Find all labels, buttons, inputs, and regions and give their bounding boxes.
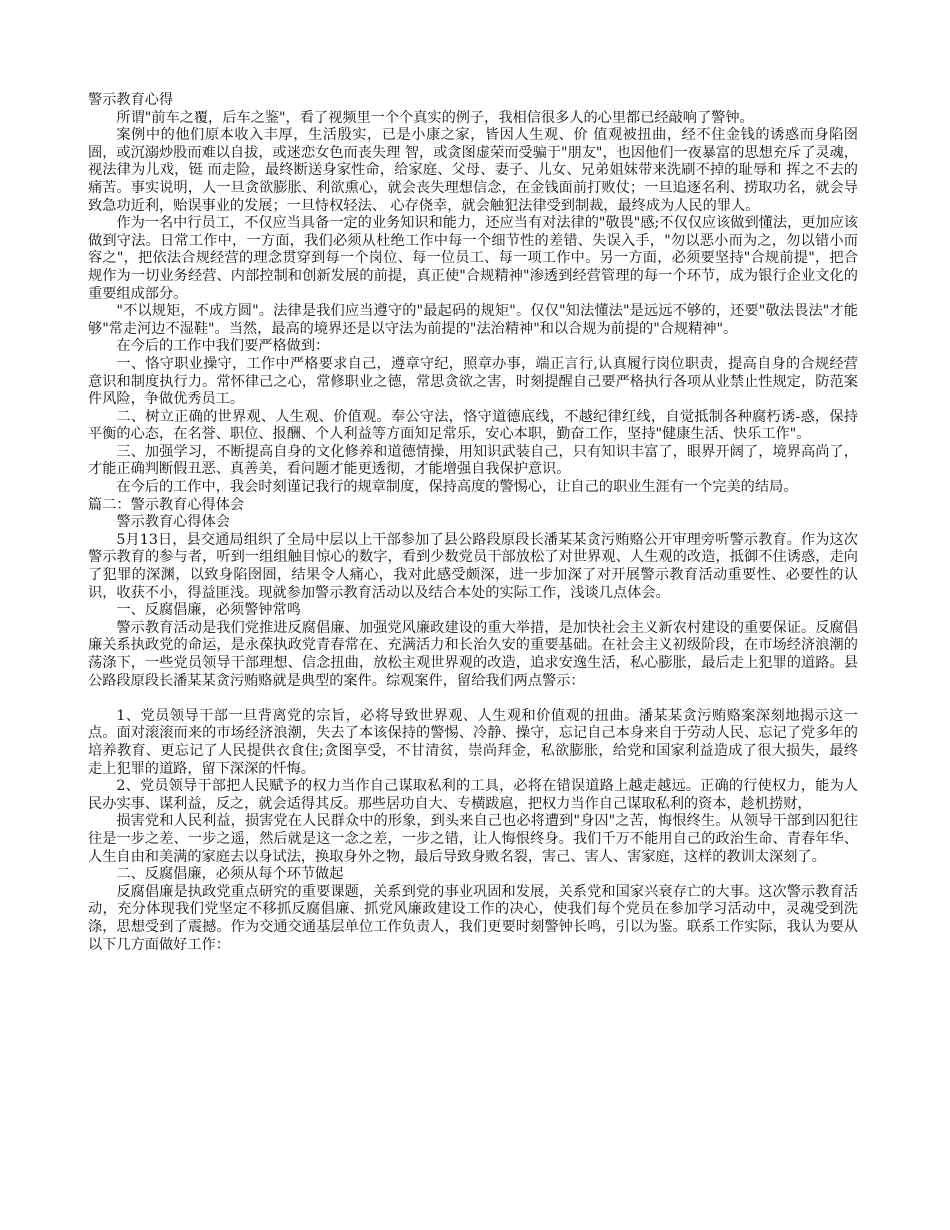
section-title: 篇二：警示教育心得体会 (88, 496, 245, 513)
paragraph: 一、恪守职业操守，工作中严格要求自己，遵章守纪，照章办事，端正言行,认真履行岗位职责，提高自身的合规经营意识和制度执行力。常怀律己之心，常修职业之德，常思贪欲之害，时刻提醒自己要严格执行各项从业禁止性规定，防范案件风险，争做优秀员工。 (88, 355, 858, 408)
paragraph: 在今后的工作中，我会时刻谨记我行的规章制度，保持高度的警惕心，让自己的职业生涯有一个完美的结局。 (116, 479, 798, 496)
blank-line (88, 690, 858, 708)
section-heading: 二、反腐倡廉，必须从每个环节做起 (116, 866, 344, 883)
paragraph: 案例中的他们原本收入丰厚，生活殷实，已是小康之家，皆因人生观、价 值观被扭曲，经不住金钱的诱惑而身陷囹圄，或沉溺炒股而难以自拔，或迷恋女色而丧失理 智，或贪图虚荣而受骗于"朋友"，也因他们一夜暴富的思想充斥了灵魂，视法律为儿戏，铤 而走险，最终断送身家性命，给家庭、父母、妻子、儿女、兄弟姐妹带来洗刷不掉的耻辱和 挥之不去的痛苦。事实说明，人一旦贪欲膨胀、利欲熏心，就会丧失理想信念，在金钱面前打败仗；一旦追逐名利、捞取功名，就会导致急功近利，贻误事业的发展；一旦恃权轻法、 心存侥幸，就会触犯法律受到制裁，最终成为人民的罪人。 (88, 127, 858, 214)
document-page (88, 92, 858, 954)
paragraph: 二、树立正确的世界观、人生观、价值观。奉公守法，恪守道德底线，不越纪律红线，自觉抵制各种腐朽诱-惑，保持平衡的心态，在名誉、职位、报酬、个人利益等方面知足常乐，安心本职，勤奋工作，坚持"健康生活、快乐工作"。 (88, 408, 858, 443)
paragraph: 损害党和人民利益，损害党在人民群众中的形象，到头来自己也必将遭到"身囚"之苦，悔恨终生。从领导干部到囚犯往往是一步之差、一步之遥，然后就是这一念之差，一步之错，让人悔恨终身。我们千万不能用自己的政治生命、青春年华、人生自由和美满的家庭去以身试法，换取身外之物，最后导致身败名裂，害己、害人、害家庭，这样的教训太深刻了。 (88, 813, 858, 865)
paragraph: 5月13日，县交通局组织了全局中层以上干部参加了县公路段原段长潘某某贪污贿赂公开审理旁听警示教育。作为这次警示教育的参与者，听到一组组触目惊心的数字，看到少数党员干部放松了对世界观、人生观的改造，抵御不住诱惑，走向了犯罪的深渊，以致身陷囹圄，结果令人痛心，我对此感受颇深，进一步加深了对开展警示教育活动重要性、必要性的认识，收获不小，得益匪浅。现就参加警示教育活动以及结合本处的实际工作，浅谈几点体会。 (88, 531, 858, 601)
section-subtitle: 警示教育心得体会 (116, 514, 230, 531)
paragraph: 三、加强学习，不断提高自身的文化修养和道德情操，用知识武装自己，只有知识丰富了，眼界开阔了，境界高尚了，才能正确判断假丑恶、真善美，看问题才能更透彻，才能增强自我保护意识。 (88, 443, 858, 478)
paragraph: "不以规矩，不成方圆"。法律是我们应当遵守的"最起码的规矩"。仅仅"知法懂法"是远远不够的，还要"敬法畏法"才能够"常走河边不湿鞋"。当然，最高的境界还是以守法为前提的"法治精神"和以合规为前提的"合规精神"。 (88, 303, 858, 337)
paragraph: 所谓"前车之覆，后车之鉴"，看了视频里一个个真实的例子，我相信很多人的心里都已经敲响了警钟。 (116, 109, 754, 126)
paragraph: 警示教育活动是我们党推进反腐倡廉、加强党风廉政建设的重大举措，是加快社会主义新农村建设的重要保证。反腐倡廉关系执政党的命运，是永葆执政党青春常在、充满活力和长治久安的重要基础。在社会主义初级阶段，在市场经济浪潮的荡涤下，一些党员领导干部理想、信念扭曲，放松主观世界观的改造，追求安逸生活，私心膨胀，最后走上犯罪的道路。县公路段原段长潘某某贪污贿赂就是典型的案件。综观案件，留给我们两点警示： (88, 619, 858, 689)
paragraph: 反腐倡廉是执政党重点研究的重要课题，关系到党的事业巩固和发展，关系党和国家兴衰存亡的大事。这次警示教育活动，充分体现我们党坚定不移抓反腐倡廉、抓党风廉政建设工作的决心，使我们每个党员在参加学习活动中，灵魂受到洗涤，思想受到了震撼。作为交通交通基层单位工作负责人，我们更要时刻警钟长鸣，引以为鉴。联系工作实际，我认为要从以下几方面做好工作： (88, 883, 858, 953)
section-heading: 一、反腐倡廉，必须警钟常鸣 (116, 602, 301, 619)
essay-title: 警示教育心得 (88, 92, 174, 108)
paragraph: 1、党员领导干部一旦背离党的宗旨，必将导致世界观、人生观和价值观的扭曲。潘某某贪污贿赂案深刻地揭示这一点。面对滚滚而来的市场经济浪潮，失去了本该保持的警惕、冷静、操守，忘记自己本身来自于劳动人民、忘记了党多年的培养教育、更忘记了人民提供衣食住;贪图享受，不甘清贫，崇尚拜金，私欲膨胀，给党和国家利益造成了很大损失，最终走上犯罪的道路，留下深深的忏悔。 (88, 707, 858, 777)
paragraph: 作为一名中行员工，不仅应当具备一定的业务知识和能力，还应当有对法律的"敬畏"感;不仅仅应该做到懂法，更加应该做到守法。日常工作中，一方面，我们必须从杜绝工作中每一个细节性的差错、失误入手，"勿以恶小而为之，勿以错小而容之"，把依法合规经营的理念贯穿到每一个岗位、每一位员工、每一项工作中。另一方面，必须要坚持"合规前提"，把合规作为一切业务经营、内部控制和创新发展的前提，真正使"合规精神"渗透到经营管理的每一个环节，成为银行企业文化的重要组成部分。 (88, 215, 858, 302)
paragraph: 2、党员领导干部把人民赋予的权力当作自己谋取私利的工具，必将在错误道路上越走越远。正确的行使权力，能为人民办实事、谋利益，反之，就会适得其反。那些居功自大、专横跋扈，把权力当作自己谋取私利的资本，趁机捞财， (88, 778, 858, 812)
paragraph: 在今后的工作中我们要严格做到： (116, 338, 330, 355)
